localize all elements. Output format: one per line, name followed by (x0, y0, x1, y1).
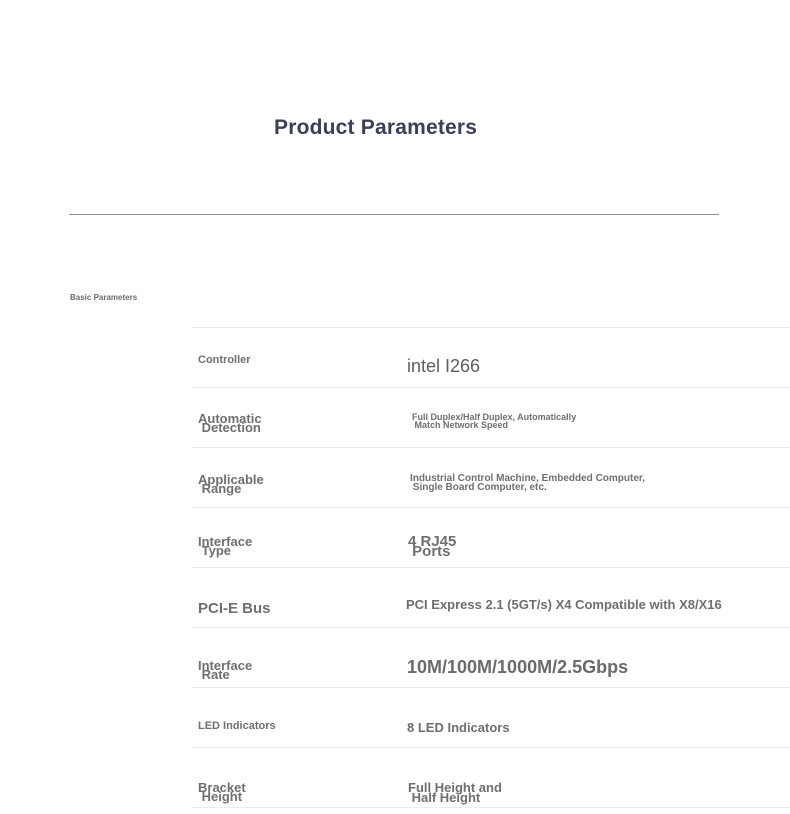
param-value: 4 RJ45 Ports (408, 533, 457, 560)
param-value: 10M/100M/1000M/2.5Gbps (407, 657, 629, 677)
param-row-interface-type (192, 507, 790, 567)
param-row-detection (192, 387, 790, 447)
param-value: 8 LED Indicators (407, 720, 510, 735)
page-title: Product Parameters (274, 116, 478, 139)
param-label: Interface Rate (198, 658, 253, 682)
param-row-led (192, 687, 790, 747)
param-label: Controller (198, 354, 251, 366)
param-label: Bracket Height (198, 780, 246, 804)
param-value: Full Height and Half Height (408, 780, 502, 805)
parameter-table (192, 327, 790, 808)
param-value: Full Duplex/Half Duplex, Automatically Match Network Speed (412, 412, 577, 430)
param-label: Automatic Detection (198, 411, 262, 435)
param-row-pcie (192, 567, 790, 627)
param-value: intel I266 (407, 356, 481, 376)
param-row-controller (192, 327, 790, 387)
param-label: PCI-E Bus (198, 600, 271, 617)
title-divider (69, 214, 719, 215)
param-label: Interface Type (198, 534, 253, 558)
param-label: Applicable Range (198, 472, 264, 496)
param-row-bracket (192, 747, 790, 808)
param-value: PCI Express 2.1 (5GT/s) X4 Compatible with X8/X16 (406, 597, 722, 612)
section-label: Basic Parameters (70, 293, 138, 302)
param-label: LED Indicators (198, 720, 276, 732)
param-row-range (192, 447, 790, 507)
param-value: Industrial Control Machine, Embedded Computer, Single Board Computer, etc. (410, 473, 646, 493)
param-row-rate (192, 627, 790, 687)
